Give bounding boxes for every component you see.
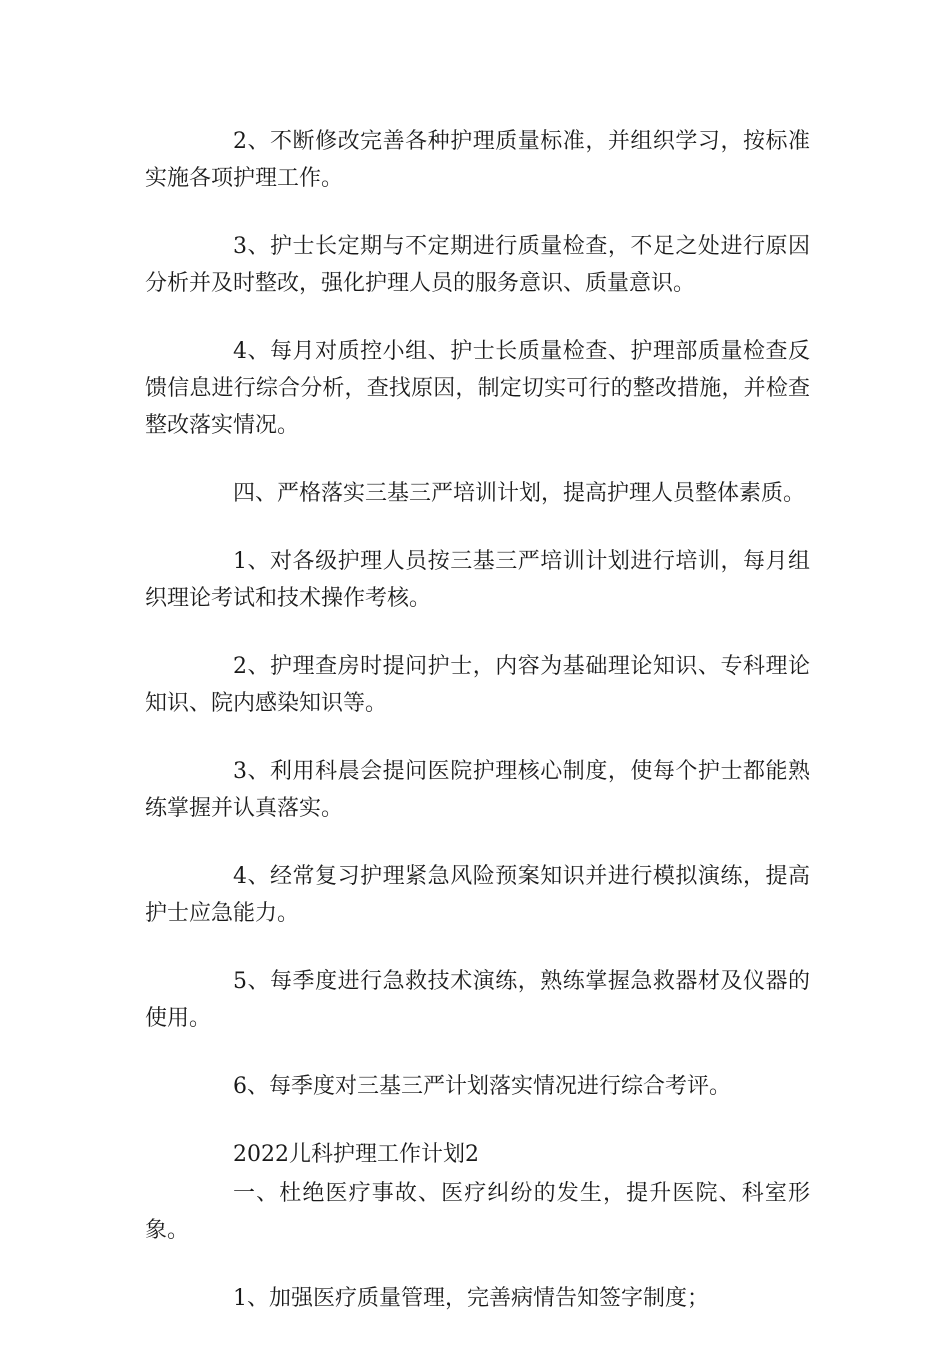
paragraph: 1、加强医疗质量管理，完善病情告知签字制度； [233,1286,709,1311]
document-title: 2022儿科护理工作计划2 [233,1142,479,1167]
section-heading: 四、严格落实三基三严培训计划，提高护理人员整体素质。 [233,481,806,506]
paragraph: 2、护理查房时提问护士，内容为基础理论知识、专科理论知识、院内感染知识等。 [145,654,810,716]
paragraph: 4、每月对质控小组、护士长质量检查、护理部质量检查反馈信息进行综合分析，查找原因，制定切实可行的整改措施，并检查整改落实情况。 [145,339,810,438]
section-heading: 一、杜绝医疗事故、医疗纠纷的发生，提升医院、科室形象。 [145,1181,810,1243]
paragraph: 5、每季度进行急救技术演练，熟练掌握急救器材及仪器的使用。 [145,969,810,1031]
paragraph: 6、每季度对三基三严计划落实情况进行综合考评。 [233,1074,731,1099]
paragraph: 1、对各级护理人员按三基三严培训计划进行培训，每月组织理论考试和技术操作考核。 [145,549,810,611]
paragraph: 3、利用科晨会提问医院护理核心制度，使每个护士都能熟练掌握并认真落实。 [145,759,810,821]
paragraph: 2、不断修改完善各种护理质量标准，并组织学习，按标准实施各项护理工作。 [145,129,810,191]
paragraph: 3、护士长定期与不定期进行质量检查，不足之处进行原因分析并及时整改，强化护理人员的服务意识、质量意识。 [145,234,810,296]
document-page [145,123,810,1348]
paragraph: 4、经常复习护理紧急风险预案知识并进行模拟演练，提高护士应急能力。 [145,864,810,926]
